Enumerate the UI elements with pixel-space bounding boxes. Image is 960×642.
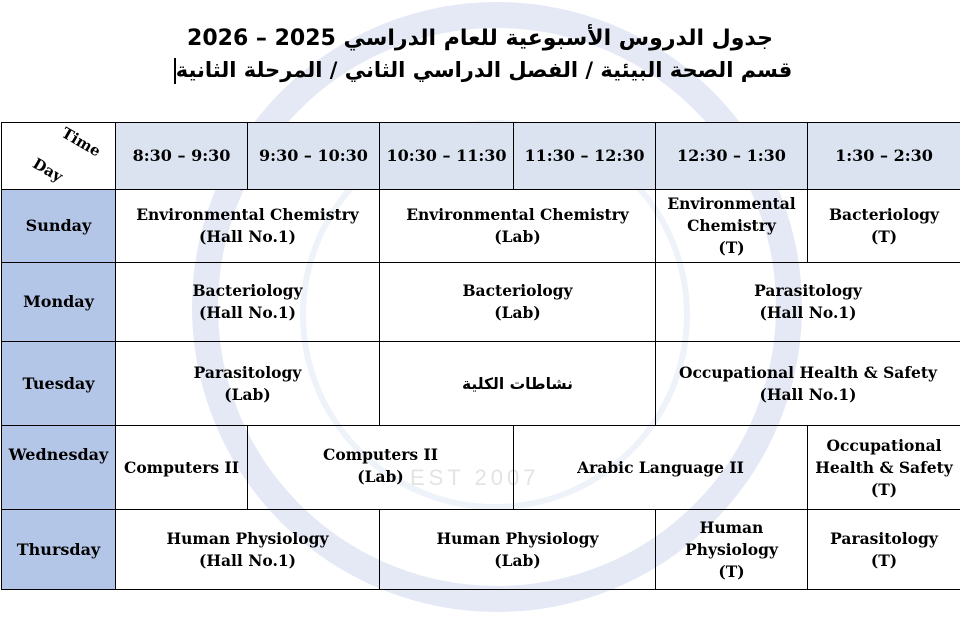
slot-header: 8:30 – 9:30 [116, 123, 248, 190]
course-name: Occupational Health & Safety [678, 362, 938, 382]
class-cell [656, 342, 960, 426]
page-subtitle [0, 58, 960, 84]
page-title: جدول الدروس الأسبوعية للعام الدراسي 2025 – 2026 [187, 26, 773, 51]
course-room: (T) [870, 479, 898, 499]
course-room: (Lab) [224, 384, 271, 404]
course-name: Human [699, 517, 764, 537]
course-room: (Hall No.1) [199, 550, 296, 570]
class-cell [808, 426, 960, 510]
day-label: Monday [2, 263, 116, 342]
course-room: (T) [870, 227, 898, 246]
header-row [2, 123, 960, 190]
day-label: Wednesday [2, 426, 116, 510]
course-name: Parasitology [754, 281, 862, 300]
slot-header: 10:30 – 11:30 [380, 123, 514, 190]
course-name: Arabic Language II [577, 457, 744, 477]
row-tuesday [2, 342, 960, 426]
class-cell [116, 190, 380, 263]
watermark-est-text: EST 2007 [410, 465, 540, 490]
course-name: Environmental [667, 194, 796, 213]
course-name: Bacteriology [462, 281, 573, 300]
course-room: (Hall No.1) [199, 227, 296, 246]
course-name: Chemistry [687, 216, 776, 235]
course-name: Health & Safety [815, 457, 953, 477]
course-name: Human Physiology [166, 528, 329, 548]
row-sunday [2, 190, 960, 263]
course-room: (Lab) [494, 303, 541, 322]
course-room: (Lab) [494, 550, 541, 570]
corner-cell [2, 123, 116, 190]
class-cell [116, 426, 248, 510]
course-room: (Hall No.1) [199, 303, 296, 322]
course-room: (Lab) [357, 467, 404, 486]
class-cell [808, 510, 960, 590]
day-label: Sunday [2, 190, 116, 263]
course-name: Parasitology [193, 362, 302, 382]
class-cell [656, 263, 960, 342]
course-name: Occupational [826, 435, 942, 455]
class-cell [380, 510, 656, 590]
course-name: Computers II [124, 457, 239, 477]
course-name: Computers II [323, 445, 438, 464]
course-name: Parasitology [830, 528, 938, 548]
class-cell [808, 190, 960, 263]
class-cell [248, 426, 514, 510]
class-cell [656, 510, 808, 590]
class-cell [656, 190, 808, 263]
course-room: (T) [870, 550, 898, 570]
corner-time-label: Time [58, 123, 104, 161]
class-cell [380, 263, 656, 342]
slot-header: 9:30 – 10:30 [248, 123, 380, 190]
course-room: (T) [718, 561, 745, 581]
slot-header: 12:30 – 1:30 [656, 123, 808, 190]
row-monday [2, 263, 960, 342]
class-cell [116, 263, 380, 342]
slot-header: 1:30 – 2:30 [808, 123, 960, 190]
class-cell [116, 510, 380, 590]
schedule-table [1, 122, 960, 590]
row-thursday [2, 510, 960, 590]
course-name: Environmental Chemistry [136, 205, 359, 224]
class-cell [116, 342, 380, 426]
course-room: (T) [718, 238, 745, 257]
subtitle-text: قسم الصحة البيئية / الفصل الدراسي الثاني / المرحلة الثانية [175, 58, 793, 82]
course-name: Human Physiology [436, 528, 599, 548]
corner-day-label: Day [29, 154, 66, 186]
day-label: Thursday [2, 510, 116, 590]
course-name: Physiology [685, 539, 778, 559]
row-wednesday [2, 426, 960, 510]
activity-label: نشاطات الكلية [461, 374, 573, 393]
course-name: Bacteriology [828, 205, 940, 224]
college-activities-cell [380, 342, 656, 426]
course-room: (Lab) [494, 227, 541, 246]
class-cell [380, 190, 656, 263]
course-name: Environmental Chemistry [406, 205, 629, 224]
class-cell [514, 426, 808, 510]
day-label: Tuesday [2, 342, 116, 426]
course-room: (Hall No.1) [759, 303, 857, 322]
course-room: (Hall No.1) [759, 384, 857, 404]
slot-header: 11:30 – 12:30 [514, 123, 656, 190]
course-name: Bacteriology [192, 281, 303, 300]
